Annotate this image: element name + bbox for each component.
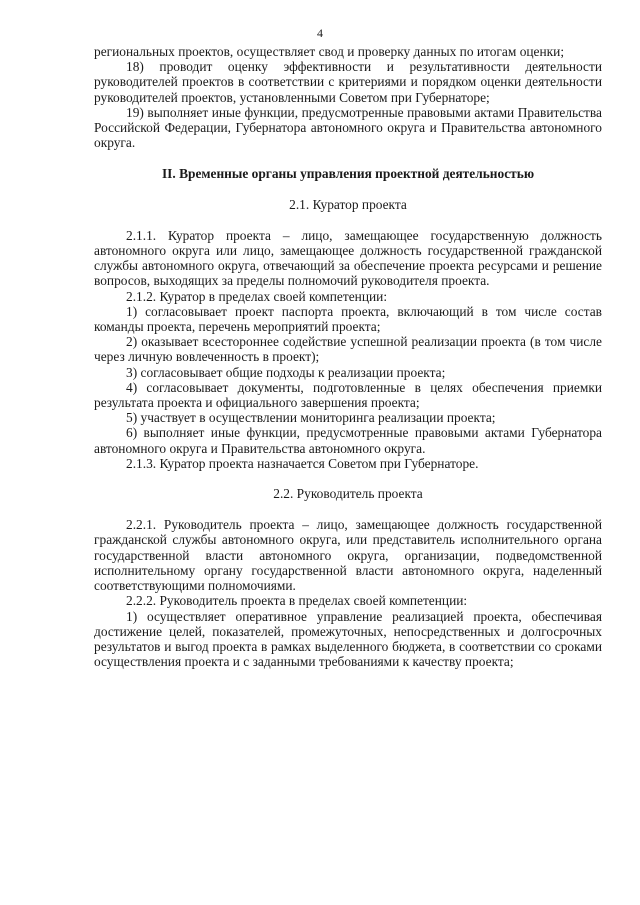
- section-title: II. Временные органы управления проектной деятельностью: [161, 166, 535, 182]
- curator-item-1: 1) согласовывает проект паспорта проекта, включающий в том числе состав команды проекта, перечень мероприятий проекта;: [94, 303, 602, 335]
- document-body: [94, 44, 602, 669]
- clause-2-1-1: 2.1.1. Куратор проекта – лицо, замещающее государственную должность автономного округа или лицо, замещающее должность государственной гражданской службы автономного округа, отвечающий за обеспечение проекта ресурсами и решение вопросов, выходящих за пределы полномочий руководителя проекта.: [94, 227, 602, 289]
- clause-2-1-2: 2.1.2. Куратор в пределах своей компетенции:: [126, 288, 388, 304]
- clause-2-2-1: 2.2.1. Руководитель проекта – лицо, замещающее должность государственной гражданской службы автономного округа, или представитель исполнительного органа государственной власти автономного округа, организации, подведомственной исполнительному органу государственной власти автономного округа, наделенный соответствующими полномочиями.: [94, 517, 602, 594]
- clause-2-2-2: 2.2.2. Руководитель проекта в пределах своей компетенции:: [126, 593, 468, 609]
- list-item-18: 18) проводит оценку эффективности и результативности деятельности руководителей проектов в соответствии с критериями и порядком оценки деятельности руководителей проектов, установленными Советом при Губернаторе;: [94, 59, 602, 105]
- curator-item-6: 6) выполняет иные функции, предусмотренные правовыми актами Губернатора автономного округа и Правительства автономного округа.: [94, 425, 602, 456]
- curator-item-2: 2) оказывает всестороннее содействие успешной реализации проекта (в том числе через личную вовлеченность в проект);: [94, 334, 602, 365]
- continuation-paragraph: региональных проектов, осуществляет свод и проверку данных по итогам оценки;: [94, 44, 565, 59]
- clause-2-1-3: 2.1.3. Куратор проекта назначается Советом при Губернаторе.: [126, 455, 479, 471]
- page-number: 4: [317, 26, 323, 40]
- subsection-heading-manager: 2.2. Руководитель проекта: [273, 486, 423, 502]
- subsection-heading-curator: 2.1. Куратор проекта: [289, 196, 407, 212]
- list-item-19: 19) выполняет иные функции, предусмотренные правовыми актами Правительства Российской Федерации, Губернатора автономного округа и Правительства автономного округа.: [94, 104, 602, 151]
- curator-item-3: 3) согласовывает общие подходы к реализации проекта;: [126, 364, 446, 380]
- curator-item-5: 5) участвует в осуществлении мониторинга реализации проекта;: [126, 410, 496, 426]
- curator-item-4: 4) согласовывает документы, подготовленные в целях обеспечения приемки результата проекта и официального завершения проекта;: [94, 379, 602, 411]
- manager-item-1: 1) осуществляет оперативное управление реализацией проекта, обеспечивая достижение целей, показателей, промежуточных, непосредственных и долгосрочных результатов и выгод проекта в рамках выделенного бюджета, в соответствии со сроками осуществления проекта и с заданными требованиями к качеству проекта;: [94, 608, 602, 670]
